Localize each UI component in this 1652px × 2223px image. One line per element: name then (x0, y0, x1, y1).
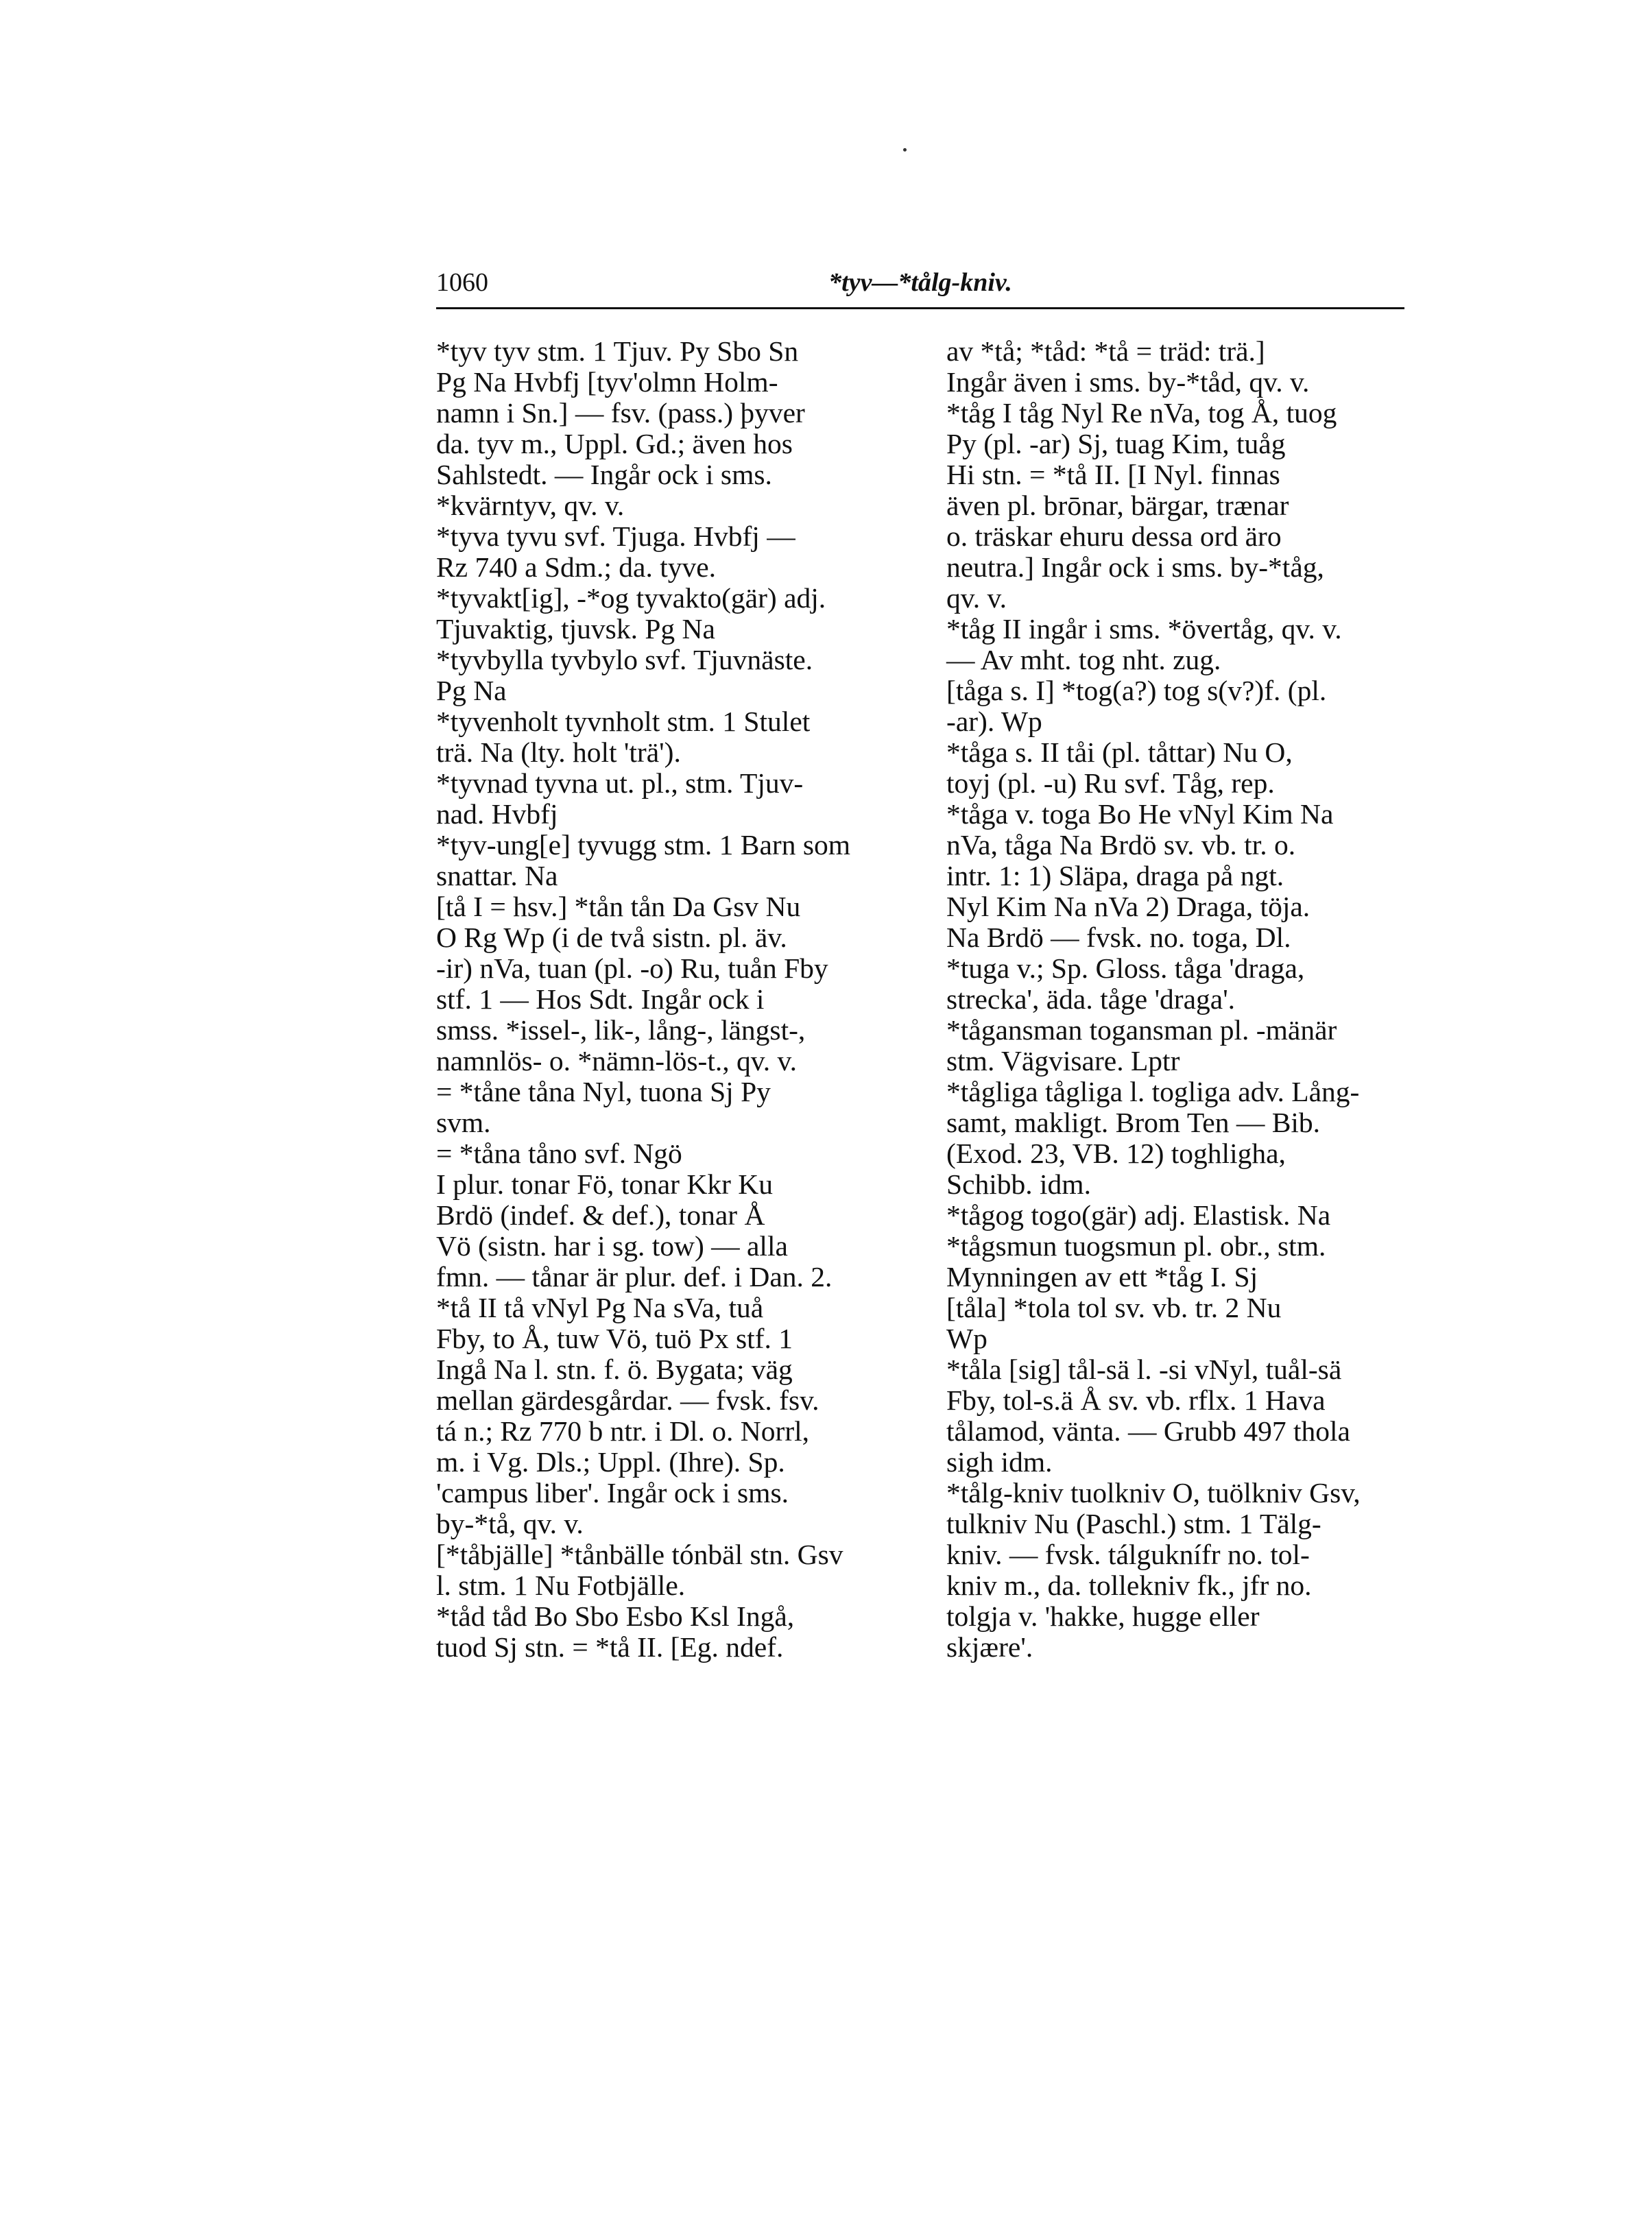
entry-line: *tågog togo(gär) adj. Elastisk. Na (946, 1199, 1331, 1231)
entry-line: qv. v. (946, 582, 1007, 614)
dictionary-entry (946, 336, 1413, 398)
dictionary-entry (436, 1169, 902, 1293)
entry-line: *tåd tåd Bo Sbo Esbo Ksl Ingå, (436, 1600, 795, 1632)
entry-line: [tåga s. I] *tog(a?) tog s(v?)f. (pl. (946, 675, 1327, 706)
entry-line: Py (pl. -ar) Sj, tuag Kim, tuåg (946, 428, 1286, 459)
entry-line: *tåga s. II tåi (pl. tåttar) Nu O, (946, 736, 1293, 768)
entry-line: — Av mht. tog nht. zug. (946, 644, 1221, 675)
dictionary-entry (436, 1601, 902, 1663)
dictionary-entry (946, 1293, 1413, 1354)
entry-line: Mynningen av ett *tåg I. Sj (946, 1261, 1258, 1293)
entry-line: Fby, to Å, tuw Vö, tuö Px stf. 1 (436, 1323, 793, 1354)
entry-line: = *tåne tåna Nyl, tuona Sj Py (436, 1076, 771, 1107)
entry-line: trä. Na (lty. holt 'trä'). (436, 736, 681, 768)
entry-line: Pg Na Hvbfj [tyv'olmn Holm- (436, 366, 778, 398)
dictionary-entry (436, 1539, 902, 1601)
dictionary-entry (946, 799, 1413, 1015)
entry-line: [*tåbjälle] *tånbälle tónbäl stn. Gsv (436, 1539, 843, 1570)
entry-line: Wp (946, 1323, 987, 1354)
entry-line: da. tyv m., Uppl. Gd.; även hos (436, 428, 793, 459)
dictionary-entry (946, 1015, 1413, 1077)
dictionary-entry (946, 1077, 1413, 1200)
dictionary-entry (946, 1200, 1413, 1231)
entry-line: = *tåna tåno svf. Ngö (436, 1138, 682, 1169)
dictionary-entry (946, 737, 1413, 799)
entry-line: *tåg II ingår i sms. *övertåg, qv. v. (946, 613, 1342, 645)
entry-line: namnlös- o. *nämn-lös-t., qv. v. (436, 1045, 797, 1077)
entry-line: m. i Vg. Dls.; Uppl. (Ihre). Sp. (436, 1446, 785, 1478)
entry-line: tuod Sj stn. = *tå II. [Eg. ndef. (436, 1631, 784, 1663)
entry-line: snattar. Na (436, 860, 558, 891)
entry-line: namn i Sn.] — fsv. (pass.) þyver (436, 397, 805, 429)
entry-line: skjære'. (946, 1631, 1033, 1663)
entry-line: Tjuvaktig, tjuvsk. Pg Na (436, 613, 715, 645)
entry-line: fmn. — tånar är plur. def. i Dan. 2. (436, 1261, 833, 1293)
dictionary-entry (436, 1138, 902, 1169)
entry-line: *tåg I tåg Nyl Re nVa, tog Å, tuog (946, 397, 1337, 429)
entry-line: Ingå Na l. stn. f. ö. Bygata; väg (436, 1354, 793, 1385)
entry-line: tålamod, vänta. — Grubb 497 thola (946, 1415, 1350, 1447)
dictionary-entry (436, 768, 902, 830)
entry-line: *tyvakt[ig], -*og tyvakto(gär) adj. (436, 582, 826, 614)
entry-line: kniv m., da. tollekniv fk., jfr no. (946, 1570, 1312, 1601)
entry-line: *tågliga tågliga l. togliga adv. Lång- (946, 1076, 1360, 1107)
entry-line: *tålg-kniv tuolkniv O, tuölkniv Gsv, (946, 1477, 1361, 1509)
page-number: 1060 (436, 268, 488, 297)
dictionary-entry (436, 521, 902, 583)
entry-line: *tågansman togansman pl. -mänär (946, 1014, 1337, 1046)
entry-line: av *tå; *tåd: *tå = träd: trä.] (946, 335, 1265, 367)
dictionary-entry (946, 675, 1413, 737)
page-header (436, 261, 1404, 302)
entry-line: by-*tå, qv. v. (436, 1508, 584, 1539)
entry-line: -ir) nVa, tuan (pl. -o) Ru, tuån Fby (436, 952, 828, 984)
entry-line: Vö (sistn. har i sg. tow) — alla (436, 1230, 788, 1262)
entry-line: -ar). Wp (946, 706, 1042, 737)
entry-line: Nyl Kim Na nVa 2) Draga, töja. (946, 891, 1310, 922)
entry-line: smss. *issel-, lik-, lång-, längst-, (436, 1014, 806, 1046)
entry-line: 'campus liber'. Ingår ock i sms. (436, 1477, 789, 1509)
entry-line: *tyv-ung[e] tyvugg stm. 1 Barn som (436, 829, 850, 861)
entry-line: [tå I = hsv.] *tån tån Da Gsv Nu (436, 891, 801, 922)
dictionary-entry (436, 830, 902, 891)
entry-line: *tå II tå vNyl Pg Na sVa, tuå (436, 1292, 764, 1323)
entry-line: stm. Vägvisare. Lptr (946, 1045, 1180, 1077)
entry-line: *tuga v.; Sp. Gloss. tåga 'draga, (946, 952, 1305, 984)
entry-line: Hi stn. = *tå II. [I Nyl. finnas (946, 459, 1280, 490)
entry-line: Fby, tol-s.ä Å sv. vb. rflx. 1 Hava (946, 1384, 1326, 1416)
entry-line: strecka', äda. tåge 'draga'. (946, 983, 1236, 1015)
dictionary-entry (946, 1231, 1413, 1293)
dictionary-entry (946, 1478, 1413, 1663)
entry-line: nVa, tåga Na Brdö sv. vb. tr. o. (946, 829, 1296, 861)
entry-line: samt, makligt. Brom Ten — Bib. (946, 1107, 1321, 1138)
entry-line: sigh idm. (946, 1446, 1053, 1478)
entry-line: intr. 1: 1) Släpa, draga på ngt. (946, 860, 1284, 891)
dictionary-entry (436, 1293, 902, 1539)
entry-line: nad. Hvbfj (436, 798, 558, 830)
entry-line: även pl. brōnar, bärgar, trænar (946, 490, 1289, 521)
entry-line: *tyvbylla tyvbylo svf. Tjuvnäste. (436, 644, 813, 675)
entry-line: Schibb. idm. (946, 1168, 1091, 1200)
entry-line: neutra.] Ingår ock i sms. by-*tåg, (946, 551, 1324, 583)
entry-line: O Rg Wp (i de två sistn. pl. äv. (436, 922, 787, 953)
dictionary-entry (436, 645, 902, 706)
dictionary-entry (946, 398, 1413, 614)
entry-line: *tåla [sig] tål-sä l. -si vNyl, tuål-sä (946, 1354, 1342, 1385)
entry-line: *tyva tyvu svf. Tjuga. Hvbfj — (436, 520, 795, 552)
entry-line: tá n.; Rz 770 b ntr. i Dl. o. Norrl, (436, 1415, 810, 1447)
entry-line: *tyv tyv stm. 1 Tjuv. Py Sbo Sn (436, 335, 799, 367)
dictionary-entry (436, 583, 902, 645)
entry-line: *tågsmun tuogsmun pl. obr., stm. (946, 1230, 1326, 1262)
entry-line: [tåla] *tola tol sv. vb. tr. 2 Nu (946, 1292, 1282, 1323)
entry-line: l. stm. 1 Nu Fotbjälle. (436, 1570, 686, 1601)
entry-line: Brdö (indef. & def.), tonar Å (436, 1199, 765, 1231)
entry-line: kniv. — fvsk. tálguknífr no. tol- (946, 1539, 1310, 1570)
entry-line: svm. (436, 1107, 491, 1138)
entry-line: Na Brdö — fvsk. no. toga, Dl. (946, 922, 1291, 953)
entry-line: stf. 1 — Hos Sdt. Ingår ock i (436, 983, 765, 1015)
entry-line: Pg Na (436, 675, 507, 706)
entry-line: mellan gärdesgårdar. — fvsk. fsv. (436, 1384, 819, 1416)
entry-line: I plur. tonar Fö, tonar Kkr Ku (436, 1168, 774, 1200)
entry-line: *tyvnad tyvna ut. pl., stm. Tjuv- (436, 767, 804, 799)
right-column (946, 336, 1413, 1663)
entry-line: Sahlstedt. — Ingår ock i sms. (436, 459, 772, 490)
left-column (436, 336, 902, 1663)
dictionary-entry (436, 891, 902, 1138)
entry-line: *kvärntyv, qv. v. (436, 490, 625, 521)
dictionary-entry (946, 1354, 1413, 1478)
entry-line: toyj (pl. -u) Ru svf. Tåg, rep. (946, 767, 1275, 799)
entry-line: o. träskar ehuru dessa ord äro (946, 520, 1282, 552)
dictionary-entry (436, 336, 902, 521)
dictionary-entry (946, 614, 1413, 675)
running-title: *tyv—*tålg-kniv. (828, 268, 1012, 297)
dictionary-entry (436, 706, 902, 768)
print-speck (903, 148, 907, 152)
entry-line: Ingår även i sms. by-*tåd, qv. v. (946, 366, 1310, 398)
entry-line: tolgja v. 'hakke, hugge eller (946, 1600, 1260, 1632)
header-rule (436, 307, 1404, 309)
entry-line: tulkniv Nu (Paschl.) stm. 1 Tälg- (946, 1508, 1321, 1539)
entry-line: *tåga v. toga Bo He vNyl Kim Na (946, 798, 1334, 830)
entry-line: Rz 740 a Sdm.; da. tyve. (436, 551, 717, 583)
entry-line: *tyvenholt tyvnholt stm. 1 Stulet (436, 706, 811, 737)
entry-line: (Exod. 23, VB. 12) toghligha, (946, 1138, 1286, 1169)
